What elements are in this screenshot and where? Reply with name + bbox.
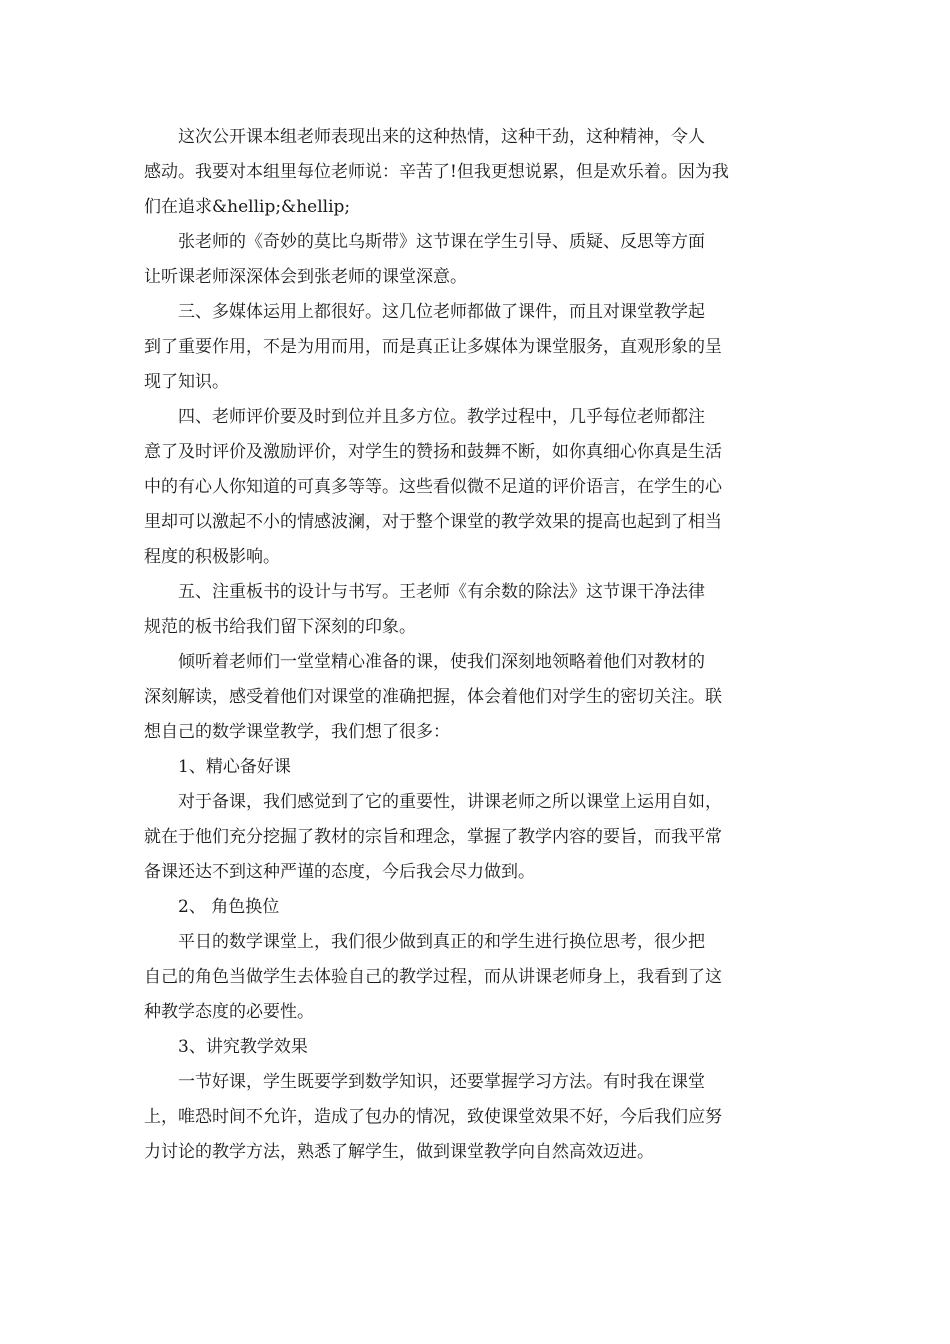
paragraph-line: 规范的板书给我们留下深刻的印象。 [144, 617, 416, 637]
paragraph [144, 120, 806, 225]
paragraph-line: 3、讲究教学效果 [178, 1037, 308, 1057]
paragraph-line: 想自己的数学课堂教学，我们想了很多： [144, 722, 450, 742]
paragraph-line: 上，唯恐时间不允许，造成了包办的情况，致使课堂效果不好，今后我们应努 [144, 1107, 722, 1127]
paragraph [144, 750, 806, 785]
paragraph [144, 400, 806, 575]
paragraph-line: 深刻解读，感受着他们对课堂的准确把握，体会着他们对学生的密切关注。联 [144, 687, 722, 707]
paragraph-line: 张老师的《奇妙的莫比乌斯带》这节课在学生引导、质疑、反思等方面 [178, 232, 705, 252]
paragraph-line: 1、精心备好课 [178, 757, 291, 777]
paragraph [144, 295, 806, 400]
paragraph [144, 1030, 806, 1065]
paragraph-line: 自己的角色当做学生去体验自己的教学过程，而从讲课老师身上，我看到了这 [144, 967, 722, 987]
paragraph [144, 785, 806, 890]
paragraph-line: 三、多媒体运用上都很好。这几位老师都做了课件，而且对课堂教学起 [178, 302, 705, 322]
paragraph-line: 里却可以激起不小的情感波澜，对于整个课堂的教学效果的提高也起到了相当 [144, 512, 722, 532]
paragraph-line: 备课还达不到这种严谨的态度，今后我会尽力做到。 [144, 862, 535, 882]
paragraph-line: 平日的数学课堂上，我们很少做到真正的和学生进行换位思考，很少把 [178, 932, 705, 952]
paragraph-line: 让听课老师深深体会到张老师的课堂深意。 [144, 267, 467, 287]
paragraph-line: 感动。我要对本组里每位老师说：辛苦了!但我更想说累，但是欢乐着。因为我 [144, 162, 729, 182]
paragraph-line: 中的有心人你知道的可真多等等。这些看似微不足道的评价语言，在学生的心 [144, 477, 722, 497]
paragraph-line: 倾听着老师们一堂堂精心准备的课，使我们深刻地领略着他们对教材的 [178, 652, 705, 672]
paragraph-line: 程度的积极影响。 [144, 547, 280, 567]
paragraph-line: 五、注重板书的设计与书写。王老师《有余数的除法》这节课干净法律 [178, 582, 705, 602]
paragraph-line: 对于备课，我们感觉到了它的重要性，讲课老师之所以课堂上运用自如， [178, 792, 722, 812]
paragraph [144, 1065, 806, 1170]
document-body [144, 120, 806, 1170]
paragraph-line: 们在追求&hellip;&hellip; [144, 197, 351, 217]
paragraph-line: 一节好课，学生既要学到数学知识，还要掌握学习方法。有时我在课堂 [178, 1072, 705, 1092]
paragraph [144, 645, 806, 750]
paragraph-line: 现了知识。 [144, 372, 229, 392]
paragraph-line: 就在于他们充分挖掘了教材的宗旨和理念，掌握了教学内容的要旨，而我平常 [144, 827, 722, 847]
paragraph-line: 这次公开课本组老师表现出来的这种热情，这种干劲，这种精神，令人 [178, 127, 705, 147]
paragraph [144, 225, 806, 295]
paragraph [144, 925, 806, 1030]
paragraph-line: 种教学态度的必要性。 [144, 1002, 314, 1022]
paragraph [144, 575, 806, 645]
paragraph-line: 2、 角色换位 [178, 897, 280, 917]
paragraph-line: 四、老师评价要及时到位并且多方位。教学过程中，几乎每位老师都注 [178, 407, 705, 427]
paragraph-line: 意了及时评价及激励评价，对学生的赞扬和鼓舞不断，如你真细心你真是生活 [144, 442, 722, 462]
paragraph [144, 890, 806, 925]
paragraph-line: 力讨论的教学方法，熟悉了解学生，做到课堂教学向自然高效迈进。 [144, 1142, 654, 1162]
paragraph-line: 到了重要作用，不是为用而用，而是真正让多媒体为课堂服务，直观形象的呈 [144, 337, 722, 357]
